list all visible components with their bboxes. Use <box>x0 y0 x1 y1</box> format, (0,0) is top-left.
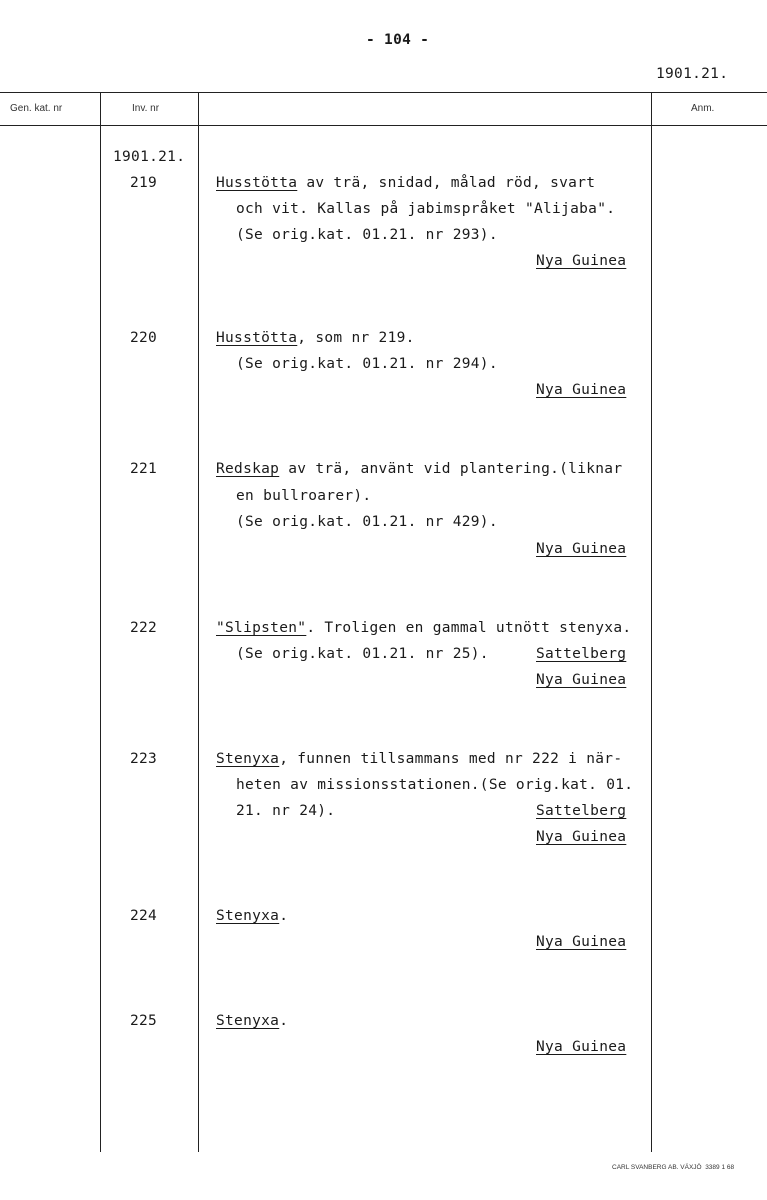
place-label: Sattelberg <box>536 646 627 662</box>
printer-footer: CARL SVANBERG AB. VÄXJÖ 3389 1 68 <box>612 1164 735 1171</box>
entry-line: Stenyxa. <box>216 1013 289 1029</box>
col-rule-3 <box>651 92 652 1152</box>
inv-nr: 225 <box>130 1013 158 1029</box>
entry-line: Husstötta, som nr 219. <box>216 330 415 346</box>
col-anm: Anm. <box>691 103 715 114</box>
entry-line: (Se orig.kat. 01.21. nr 429). <box>236 514 498 530</box>
entry-term: Husstötta <box>216 330 298 346</box>
entry-term: Stenyxa <box>216 908 280 924</box>
place-label: Sattelberg <box>536 803 627 819</box>
place-label: Nya Guinea <box>536 1039 627 1055</box>
entry-line: en bullroarer). <box>236 488 372 504</box>
entry-term: Stenyxa <box>216 751 280 767</box>
header-ref: 1901.21. <box>656 66 729 82</box>
col-rule-1 <box>100 92 101 1152</box>
place-label: Nya Guinea <box>536 253 627 269</box>
entry-term: Stenyxa <box>216 1013 280 1029</box>
inv-nr: 219 <box>130 175 158 191</box>
entry-line: "Slipsten". Troligen en gammal utnött stenyxa. <box>216 620 632 636</box>
entry-line: (Se orig.kat. 01.21. nr 294). <box>236 356 498 372</box>
place-label: Nya Guinea <box>536 829 627 845</box>
entry-term: Husstötta <box>216 175 298 191</box>
page-number: - 104 - <box>366 32 430 48</box>
inv-nr: 221 <box>130 461 158 477</box>
entry-term: "Slipsten" <box>216 620 307 636</box>
inv-nr: 224 <box>130 908 158 924</box>
entry-line: (Se orig.kat. 01.21. nr 25). <box>236 646 489 662</box>
entry-line: Redskap av trä, använt vid plantering.(liknar <box>216 461 623 477</box>
entry-line: Stenyxa. <box>216 908 289 924</box>
entry-line: (Se orig.kat. 01.21. nr 293). <box>236 227 498 243</box>
entry-line: Stenyxa, funnen tillsammans med nr 222 i när- <box>216 751 623 767</box>
place-label: Nya Guinea <box>536 672 627 688</box>
inv-nr: 223 <box>130 751 158 767</box>
entry-line: Husstötta av trä, snidad, målad röd, svart <box>216 175 596 191</box>
inv-prefix: 1901.21. <box>113 149 186 165</box>
place-label: Nya Guinea <box>536 382 627 398</box>
entry-term: Redskap <box>216 461 280 477</box>
inv-nr: 222 <box>130 620 158 636</box>
entry-line: heten av missionsstationen.(Se orig.kat. 01. <box>236 777 634 793</box>
place-label: Nya Guinea <box>536 934 627 950</box>
col-gen-kat-nr: Gen. kat. nr <box>10 103 63 114</box>
place-label: Nya Guinea <box>536 541 627 557</box>
col-rule-2 <box>198 92 199 1152</box>
inv-nr: 220 <box>130 330 158 346</box>
entry-line: och vit. Kallas på jabimspråket "Alijaba". <box>236 201 616 217</box>
entry-line: 21. nr 24). <box>236 803 336 819</box>
col-inv-nr: Inv. nr <box>132 103 160 114</box>
